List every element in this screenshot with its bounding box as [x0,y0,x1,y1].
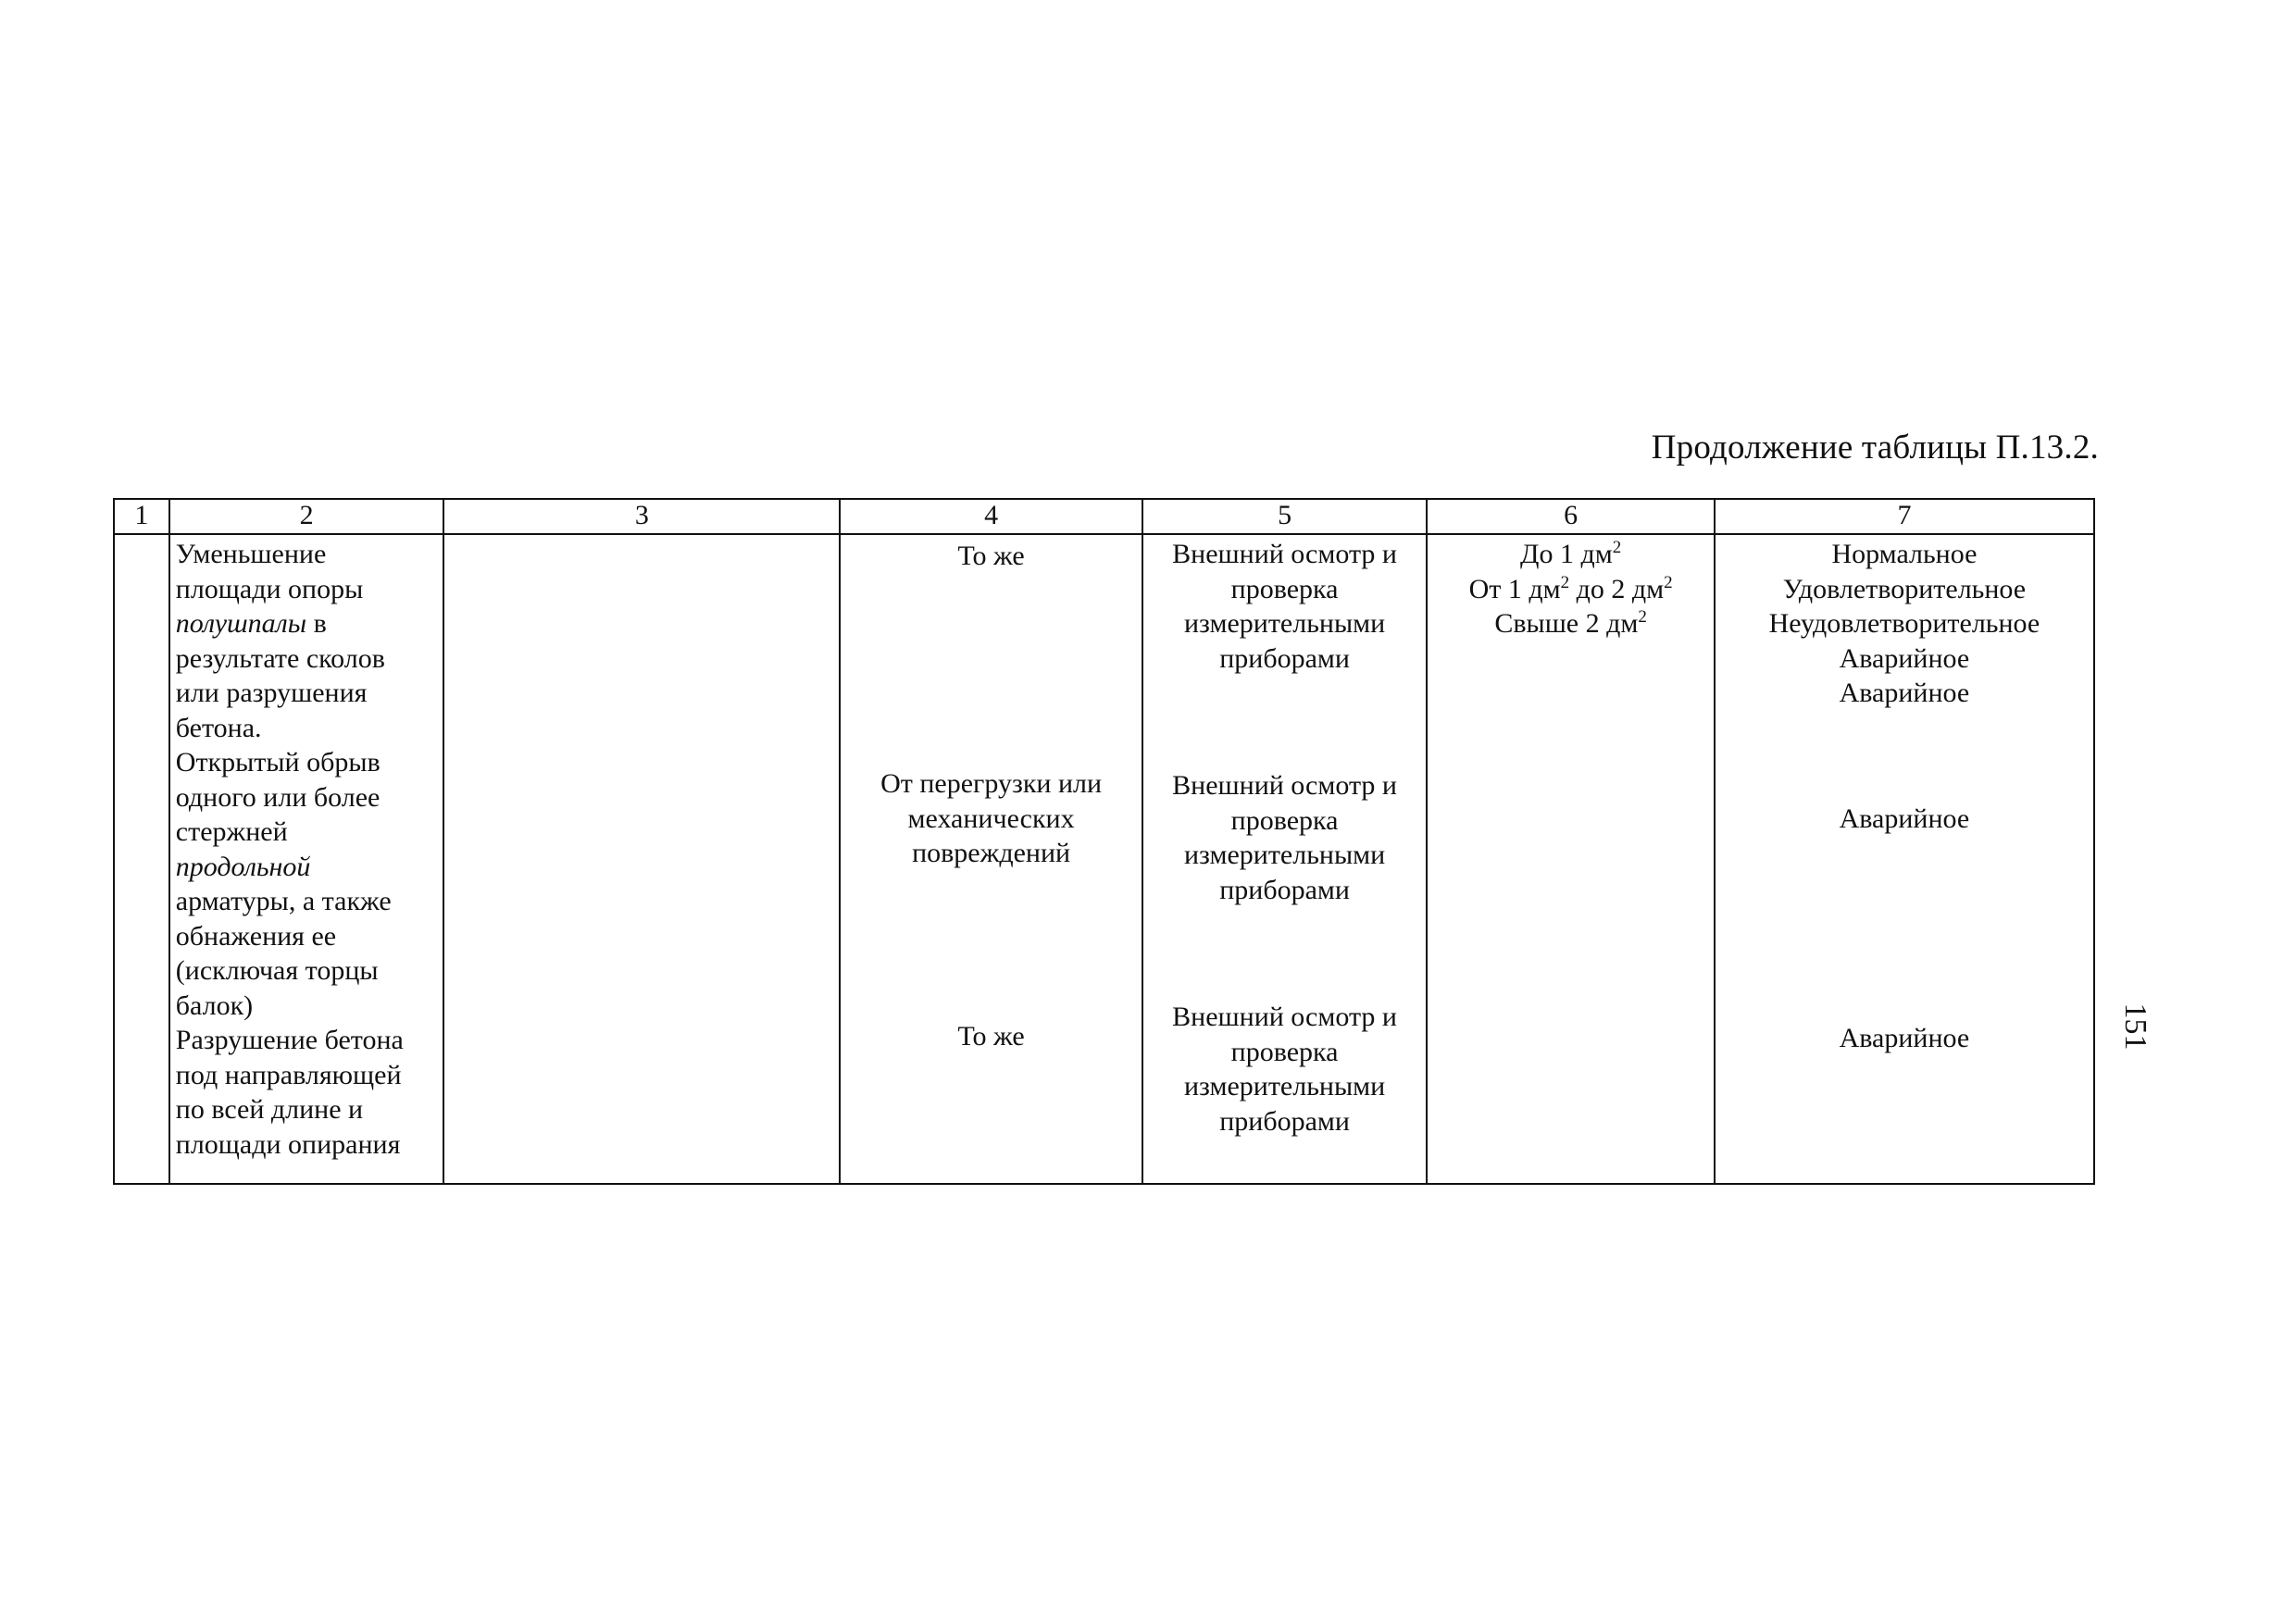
size-superscript: 2 [1638,607,1647,627]
method-line: Внешний осмотр и [1172,539,1397,569]
method-line: Внешний осмотр и [1172,1002,1397,1032]
cause-line: От перегрузки или [880,768,1103,799]
cell-condition [1715,534,2094,1184]
defect-line: или разрушения [175,678,368,708]
condition-line: Удовлетворительное [1782,573,2027,604]
size-line [1428,572,1714,607]
page-number: 151 [2118,1002,2152,1051]
defect-line: Открытый обрыв [175,747,381,778]
defect-2-description [176,745,443,1023]
header-col-4: 4 [840,499,1142,534]
defect-line: стержней [175,816,288,847]
size-line [1428,606,1714,641]
condition-line: Аварийное [1839,803,1970,834]
defect-1-cause [841,539,1141,574]
defect-line: результате сколов [175,642,385,674]
size-superscript: 2 [1560,572,1570,592]
defect-3-description [176,1023,443,1162]
defect-2-condition [1716,802,2093,837]
cell-col-1 [114,534,169,1184]
header-col-2: 2 [169,499,444,534]
defect-2-method [1143,768,1427,907]
defect-term-italic: полушпалы [175,608,307,639]
table-header-row [114,499,2094,534]
cell-cause [840,534,1142,1184]
cause-line: повреждений [912,838,1071,868]
defect-line: Разрушение бетона [175,1025,404,1055]
defect-line: бетона. [175,712,262,743]
size-text: Свыше 2 дм [1494,608,1639,639]
table-body-row [114,534,2094,1184]
defect-3-condition [1716,1021,2093,1056]
defect-line: площади опирания [175,1128,401,1160]
defects-table [113,498,2095,1185]
cell-col-3 [443,534,840,1184]
header-col-5: 5 [1142,499,1428,534]
condition-line: Нормальное [1831,539,1978,569]
defect-2-cause [841,766,1141,871]
defect-line: по всей длине и [175,1094,364,1125]
cell-damage-size [1427,534,1715,1184]
defect-3-cause [841,1019,1141,1054]
defect-term-italic: продольной [175,851,311,882]
defect-line: (исключая торцы [175,955,379,986]
size-superscript: 2 [1664,572,1673,592]
method-line: проверка [1230,573,1339,604]
condition-line: Аварийное [1839,678,1970,708]
cell-inspection-method [1142,534,1428,1184]
size-line [1428,537,1714,572]
table-caption: Продолжение таблицы П.13.2. [1651,429,2099,467]
method-line: приборами [1219,1105,1350,1137]
method-line: Внешний осмотр и [1172,770,1397,801]
defect-line: под направляющей [175,1059,402,1090]
header-col-3: 3 [443,499,840,534]
cause-line: механических [907,803,1075,834]
defect-line: одного или более [175,781,381,813]
method-line: проверка [1230,804,1339,836]
method-line: приборами [1219,642,1350,674]
cell-defect-description [169,534,444,1184]
cause-line: То же [957,1021,1025,1052]
defect-line: обнажения ее [175,920,337,952]
size-text: до 2 дм [1569,573,1665,604]
method-line: измерительными [1183,608,1386,639]
condition-line: Аварийное [1839,642,1970,674]
defect-3-method [1143,1000,1427,1139]
header-col-7: 7 [1715,499,2094,534]
condition-line: Аварийное [1839,1023,1970,1053]
method-line: измерительными [1183,1071,1386,1101]
size-text: От 1 дм [1468,573,1561,604]
method-line: приборами [1219,874,1350,905]
defect-1-condition [1716,537,2093,711]
method-line: проверка [1230,1036,1339,1067]
defect-1-method [1143,537,1427,676]
defect-line: балок) [175,989,254,1021]
header-col-1: 1 [114,499,169,534]
size-text: До 1 дм [1520,539,1613,569]
defect-line-tail: в [306,608,327,639]
size-superscript: 2 [1612,538,1622,557]
defect-line [176,606,443,641]
method-line: измерительными [1183,840,1386,870]
defect-line: арматуры, а также [175,886,392,916]
defect-line: Уменьшение [175,539,327,569]
defect-1-size [1428,537,1714,641]
cause-line: То же [957,541,1025,571]
defect-1-description [176,537,443,745]
defect-line: площади опоры [175,573,364,604]
condition-line: Неудовлетворительное [1768,608,2040,639]
header-col-6: 6 [1427,499,1715,534]
